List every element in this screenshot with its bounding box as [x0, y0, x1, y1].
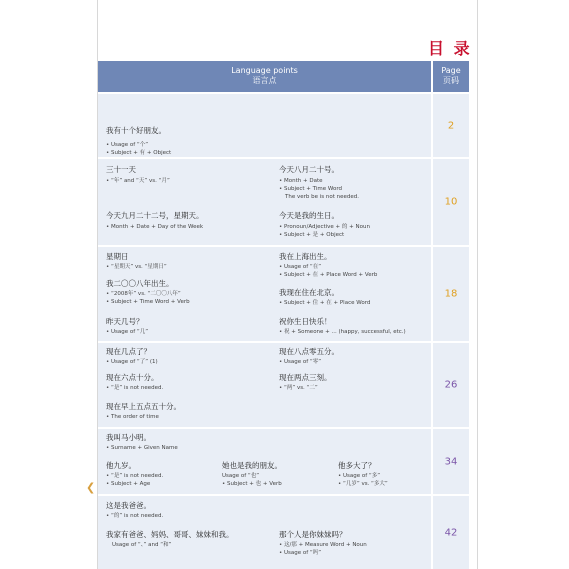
page-number[interactable]: 2: [447, 120, 455, 131]
note: • “是” is not needed.: [106, 385, 164, 391]
note: • Pronoun/Adjective + 的 + Noun: [279, 224, 370, 230]
sentence: 现在两点三刻。: [279, 373, 332, 382]
note: • “年” and “天” vs. “月”: [106, 178, 170, 184]
note: Usage of “、” and “和”: [112, 542, 172, 548]
sentence: 她也是我的朋友。: [222, 461, 282, 470]
row-content: [98, 94, 431, 157]
header-points-cn: 语言点: [252, 76, 277, 85]
header-page-en: Page: [441, 66, 461, 75]
page-number-cell: [433, 343, 469, 427]
page-number[interactable]: 34: [444, 456, 458, 467]
note: • Subject + 也 + Verb: [222, 481, 282, 487]
note: Usage of “也”: [222, 473, 260, 479]
note: • Subject + 在 + Place Word + Verb: [279, 272, 378, 278]
table-header: [98, 61, 469, 92]
sentence: 那个人是你妹妹吗？: [279, 530, 347, 539]
note: • Usage of “了” (1): [106, 359, 158, 365]
sentence: 三十一天: [106, 165, 136, 174]
table-row: [98, 247, 469, 341]
page-number[interactable]: 42: [444, 527, 458, 538]
table-row: [98, 496, 469, 569]
sentence: 他多大了？: [338, 461, 376, 470]
note: • “几岁” vs. “多大”: [338, 481, 388, 487]
note: • Usage of “吗”: [279, 550, 322, 556]
row-content: [98, 247, 431, 341]
chevron-left-icon[interactable]: ❮: [86, 481, 96, 494]
sentence: 星期日: [106, 252, 129, 261]
row-content: [98, 343, 431, 427]
note: • Usage of “个”: [106, 142, 149, 148]
note: • Usage of “在”: [279, 264, 322, 270]
page-title: 目 录: [428, 39, 472, 58]
page-number-cell: [433, 247, 469, 341]
row-content: [98, 496, 431, 569]
row-content: [98, 159, 431, 245]
header-page-cn: 页码: [443, 76, 459, 85]
page-number[interactable]: 10: [444, 196, 458, 208]
note: • Subject + Time Word + Verb: [106, 299, 190, 305]
sentence: 这是我爸爸。: [106, 501, 151, 510]
note: • “两” vs. “二”: [279, 385, 318, 391]
language-points-header: [98, 61, 431, 92]
sentence: 祝你生日快乐！: [279, 317, 332, 326]
table-row: [98, 429, 469, 494]
note: • “2008年” vs. “二〇〇八年”: [106, 291, 181, 297]
header-points-en: Language points: [231, 66, 298, 75]
note: • Subject + Age: [106, 481, 151, 487]
page-number[interactable]: 18: [444, 288, 458, 300]
sentence: 现在几点了？: [106, 347, 151, 356]
sentence: 我二〇〇八年出生。: [106, 279, 174, 288]
page-number-cell: [433, 429, 469, 494]
table-row: [98, 343, 469, 427]
note: • Month + Date: [279, 178, 323, 184]
note: • Usage of “几”: [106, 329, 149, 335]
sentence: 现在六点十分。: [106, 373, 159, 382]
note: • “的” is not needed.: [106, 513, 164, 519]
sentence: 今天是我的生日。: [279, 211, 339, 220]
sentence: 我家有爸爸、妈妈、哥哥、妹妹和我。: [106, 530, 234, 539]
note: • Subject + Time Word: [279, 186, 343, 192]
note: • Usage of “零”: [279, 359, 322, 365]
note: • “星期天” vs. “星期日”: [106, 264, 167, 270]
sentence: 他九岁。: [106, 461, 136, 470]
sentence: 今天八月二十号。: [279, 165, 339, 174]
sentence: 现在八点零五分。: [279, 347, 339, 356]
note: • 这/那 + Measure Word + Noun: [279, 542, 367, 548]
table-row: [98, 94, 469, 157]
row-content: [98, 429, 431, 494]
sentence: 我在上海出生。: [279, 252, 332, 261]
page-right-edge: [477, 0, 478, 569]
sentence: 今天九月二十二号，星期天。: [106, 211, 204, 220]
sentence: 我现在住在北京。: [279, 288, 339, 297]
page-number-cell: [433, 496, 469, 569]
note: • Usage of “多”: [338, 473, 381, 479]
note: • Month + Date + Day of the Week: [106, 224, 204, 230]
note: The verb be is not needed.: [285, 194, 360, 200]
page-number-cell: [433, 94, 469, 157]
note: • Subject + 是 + Object: [279, 232, 345, 238]
page-number[interactable]: 26: [444, 379, 458, 391]
note: • “是” is not needed.: [106, 473, 164, 479]
note: • Subject + 有 + Object: [106, 150, 172, 156]
page-column-header: [433, 61, 469, 92]
sentence: 我有十个好朋友。: [106, 126, 166, 135]
note: • Surname + Given Name: [106, 445, 178, 451]
sentence: 现在早上五点五十分。: [106, 402, 181, 411]
sentence: 昨天几号？: [106, 317, 144, 326]
sentence: 我叫马小明。: [106, 433, 151, 442]
note: • 祝 + Someone + ... (happy, successful, etc.): [279, 329, 406, 335]
table-row: [98, 159, 469, 245]
page-number-cell: [433, 159, 469, 245]
note: • Subject + 住 + 在 + Place Word: [279, 300, 371, 306]
note: • The order of time: [106, 414, 159, 420]
